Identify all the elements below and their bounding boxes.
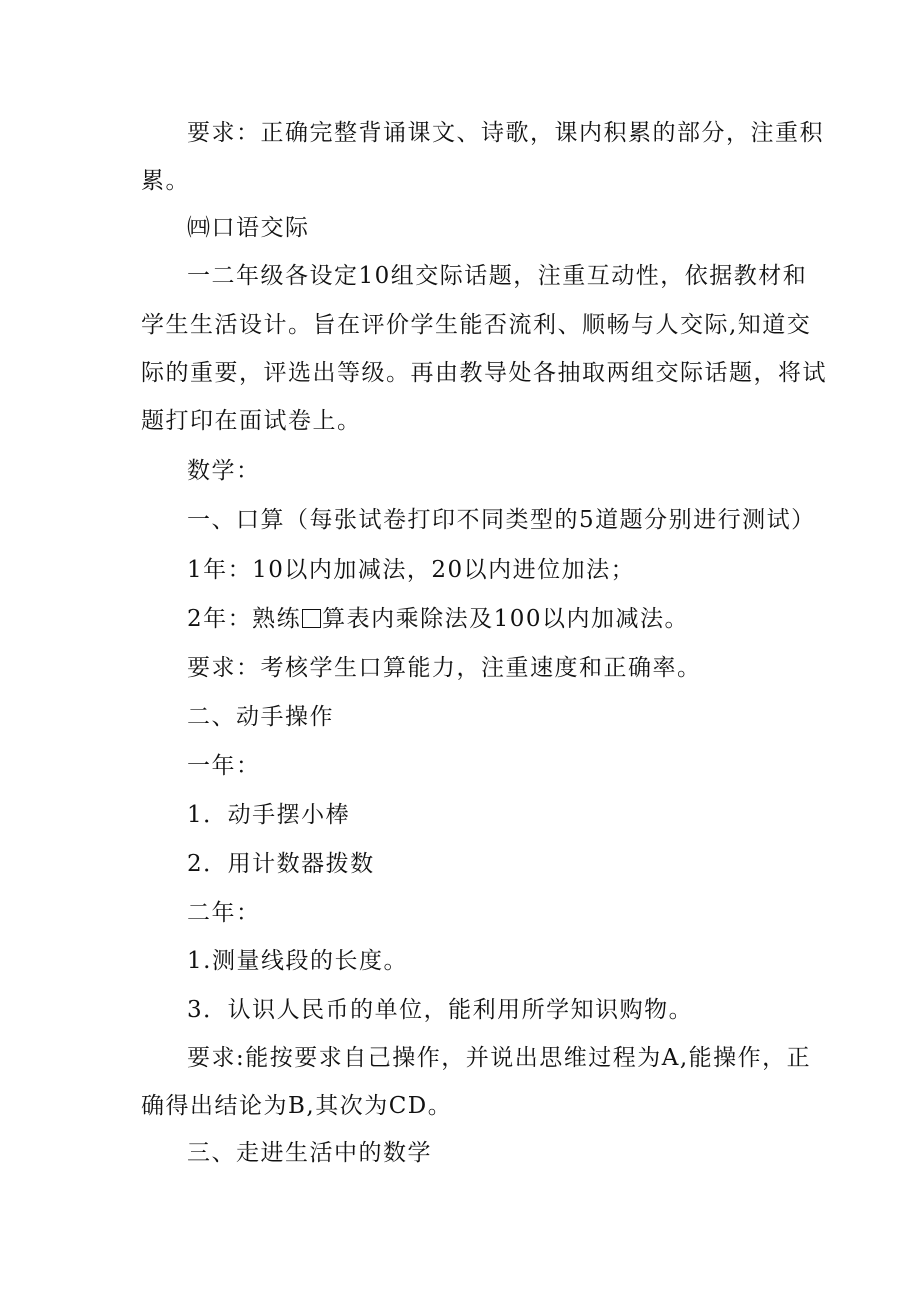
grade-2-item-3: 3．认识人民币的单位，能利用所学知识购物。 — [187, 997, 694, 1023]
section-math-in-life: 三、走进生活中的数学 — [187, 1140, 432, 1166]
missing-glyph-box — [302, 609, 321, 628]
grade-2-heading: 二年： — [187, 900, 261, 926]
paragraph-oral-line-1: 一二年级各设定10组交际话题，注重互动性，依据教材和 — [187, 263, 808, 289]
grade-1-arithmetic: 1年：10以内加减法，20以内进位加法； — [187, 557, 636, 583]
hands-on-requirement-line-2: 确得出结论为B,其次为CD。 — [141, 1093, 453, 1119]
section-hands-on: 二、动手操作 — [187, 704, 334, 730]
paragraph-oral-line-3: 际的重要，评选出等级。再由教导处各抽取两组交际话题，将试 — [141, 360, 827, 386]
arithmetic-requirement: 要求：考核学生口算能力，注重速度和正确率。 — [187, 655, 702, 681]
paragraph-recitation-line-2: 累。 — [141, 168, 190, 194]
hands-on-requirement-line-1: 要求:能按要求自己操作，并说出思维过程为A,能操作，正 — [187, 1045, 812, 1071]
section-mental-arithmetic: 一、口算（每张试卷打印不同类型的5道题分别进行测试） — [187, 507, 816, 533]
paragraph-oral-line-2: 学生生活设计。旨在评价学生能否流利、顺畅与人交际,知道交 — [141, 312, 812, 338]
heading-math: 数学： — [187, 458, 261, 484]
grade-1-item-2: 2．用计数器拨数 — [187, 851, 375, 877]
paragraph-recitation-line-1: 要求：正确完整背诵课文、诗歌，课内积累的部分，注重积 — [187, 120, 824, 146]
paragraph-oral-line-4: 题打印在面试卷上。 — [141, 408, 362, 434]
grade-2-arithmetic-part-2: 算表内乘除法及100以内加减法。 — [322, 606, 690, 632]
grade-2-item-1: 1.测量线段的长度。 — [187, 948, 408, 974]
grade-1-item-1: 1．动手摆小棒 — [187, 802, 351, 828]
grade-2-arithmetic — [187, 604, 689, 634]
grade-2-arithmetic-part-1: 2年：熟练 — [187, 606, 302, 632]
grade-1-heading: 一年： — [187, 753, 261, 779]
heading-oral-communication: ㈣口语交际 — [187, 215, 310, 241]
